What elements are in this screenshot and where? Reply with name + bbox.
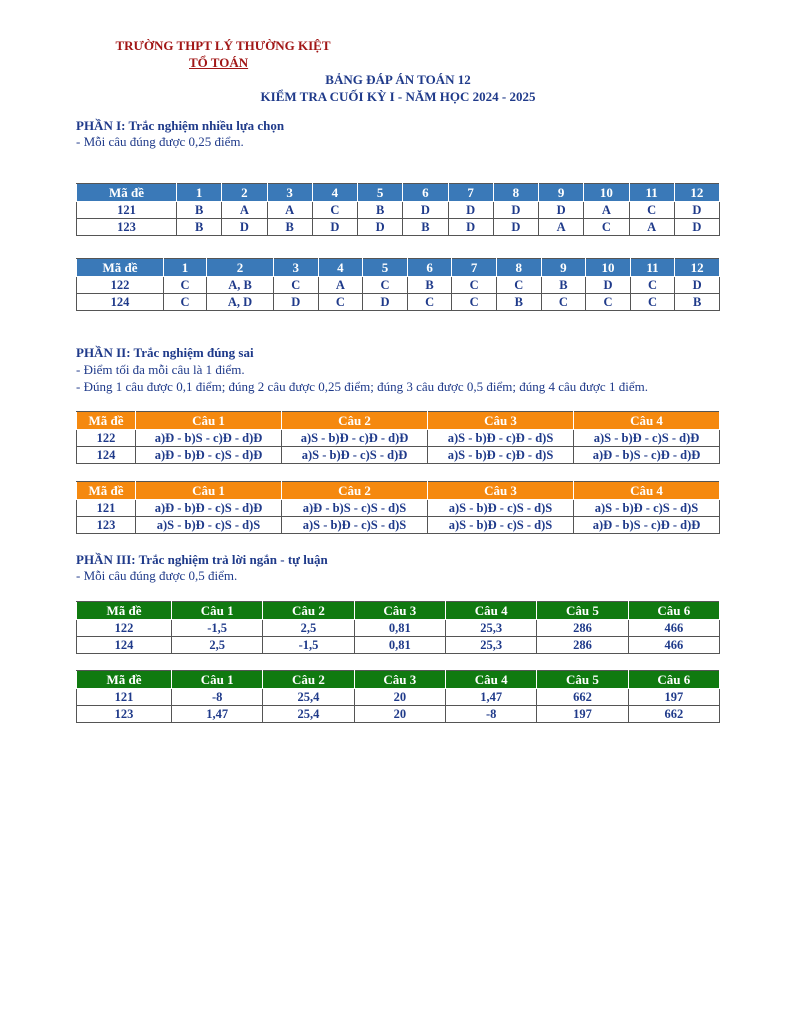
answer-cell: A [318, 277, 363, 294]
answer-cell: 25,3 [445, 620, 536, 637]
header-question-12: 12 [674, 184, 719, 202]
answer-cell: -8 [445, 706, 536, 723]
answer-cell: D [358, 219, 403, 236]
answer-cell: D [674, 202, 719, 219]
answer-cell: D [675, 277, 720, 294]
answer-cell: D [222, 219, 267, 236]
answer-cell: a)Đ - b)S - c)Đ - d)Đ [574, 517, 720, 534]
exam-code-cell: 122 [77, 277, 164, 294]
header-question-4: Câu 4 [574, 412, 720, 430]
answer-cell: C [586, 294, 631, 311]
header-question-2: Câu 2 [282, 412, 428, 430]
table-row [77, 294, 720, 311]
header-question-6: 6 [403, 184, 448, 202]
header-question-2: Câu 2 [263, 671, 354, 689]
table-header-row [77, 184, 720, 202]
answer-cell: D [403, 202, 448, 219]
table-row [77, 689, 720, 706]
answer-cell: a)S - b)Đ - c)S - d)S [574, 500, 720, 517]
answer-cell: a)S - b)Đ - c)S - d)S [428, 500, 574, 517]
answer-cell: B [403, 219, 448, 236]
answer-cell: 25,4 [263, 706, 354, 723]
header-question-4: Câu 4 [574, 482, 720, 500]
part2-table1 [76, 411, 720, 464]
exam-code-cell: 121 [77, 500, 136, 517]
answer-cell: 1,47 [172, 706, 263, 723]
header-question-10: 10 [584, 184, 629, 202]
answer-cell: C [584, 219, 629, 236]
answer-cell: D [312, 219, 357, 236]
answer-cell: C [629, 202, 674, 219]
header-question-5: Câu 5 [537, 671, 628, 689]
header-question-7: 7 [448, 184, 493, 202]
part2-note-scoring: - Đúng 1 câu được 0,1 điểm; đúng 2 câu được 0,25 điểm; đúng 3 câu được 0,5 điểm; đúng 4 câu được 1 điểm. [76, 379, 648, 394]
answer-cell: 1,47 [445, 689, 536, 706]
answer-cell: 20 [354, 706, 445, 723]
header-question-11: 11 [629, 184, 674, 202]
answer-cell: a)S - b)Đ - c)S - d)S [136, 517, 282, 534]
answer-cell: C [164, 294, 207, 311]
exam-code-cell: 124 [77, 447, 136, 464]
part2-heading: PHẦN II: Trắc nghiệm đúng sai [76, 345, 254, 360]
answer-cell: -8 [172, 689, 263, 706]
answer-cell: 0,81 [354, 620, 445, 637]
header-question-11: 11 [630, 259, 675, 277]
answer-cell: B [358, 202, 403, 219]
exam-code-cell: 123 [77, 706, 172, 723]
answer-cell: C [318, 294, 363, 311]
answer-cell: A, D [207, 294, 274, 311]
header-exam-code: Mã đề [77, 412, 136, 430]
answer-cell: A [267, 202, 312, 219]
answer-cell: 662 [628, 706, 719, 723]
answer-cell: B [267, 219, 312, 236]
header-question-10: 10 [586, 259, 631, 277]
header-question-4: Câu 4 [445, 671, 536, 689]
header-question-6: Câu 6 [628, 602, 719, 620]
answer-cell: C [164, 277, 207, 294]
answer-cell: C [630, 294, 675, 311]
header-question-3: Câu 3 [354, 671, 445, 689]
answer-cell: C [452, 294, 497, 311]
answer-cell: a)S - b)Đ - c)S - d)Đ [282, 447, 428, 464]
table-row [77, 430, 720, 447]
header-question-1: Câu 1 [172, 671, 263, 689]
part1-heading: PHẦN I: Trắc nghiệm nhiều lựa chọn [76, 118, 285, 133]
answer-cell: B [675, 294, 720, 311]
header-question-12: 12 [675, 259, 720, 277]
header-question-6: 6 [407, 259, 452, 277]
answer-cell: B [541, 277, 586, 294]
table-row [77, 620, 720, 637]
answer-cell: B [177, 202, 222, 219]
answer-cell: A [539, 219, 584, 236]
table-row [77, 637, 720, 654]
answer-cell: a)Đ - b)Đ - c)S - d)Đ [136, 500, 282, 517]
header-question-3: Câu 3 [354, 602, 445, 620]
table-row [77, 219, 720, 236]
answer-cell: 2,5 [172, 637, 263, 654]
answer-cell: 286 [537, 620, 628, 637]
answer-cell: 197 [537, 706, 628, 723]
answer-cell: C [363, 277, 408, 294]
header-exam-code: Mã đề [77, 184, 177, 202]
exam-code-cell: 124 [77, 294, 164, 311]
header-exam-code: Mã đề [77, 482, 136, 500]
answer-cell: C [274, 277, 319, 294]
answer-cell: D [586, 277, 631, 294]
table-row [77, 517, 720, 534]
answer-cell: -1,5 [172, 620, 263, 637]
part3-table1 [76, 601, 720, 654]
document-title: BẢNG ĐÁP ÁN TOÁN 12 [325, 72, 471, 87]
header-question-1: Câu 1 [136, 412, 282, 430]
part1-note: - Mỗi câu đúng được 0,25 điểm. [76, 134, 244, 149]
table-row [77, 277, 720, 294]
header-question-8: 8 [493, 184, 538, 202]
part1-table1 [76, 183, 720, 236]
header-question-4: Câu 4 [445, 602, 536, 620]
answer-cell: B [177, 219, 222, 236]
header-question-3: 3 [274, 259, 319, 277]
answer-cell: 25,3 [445, 637, 536, 654]
header-question-8: 8 [496, 259, 541, 277]
header-question-1: 1 [177, 184, 222, 202]
answer-cell: C [630, 277, 675, 294]
answer-cell: B [496, 294, 541, 311]
answer-cell: D [448, 202, 493, 219]
answer-cell: a)Đ - b)Đ - c)S - d)Đ [136, 447, 282, 464]
answer-cell: C [407, 294, 452, 311]
part2-note-max: - Điểm tối đa mỗi câu là 1 điểm. [76, 362, 245, 377]
answer-cell: C [496, 277, 541, 294]
table-header-row [77, 482, 720, 500]
answer-cell: C [312, 202, 357, 219]
answer-cell: a)S - b)Đ - c)S - d)Đ [574, 430, 720, 447]
department-name: TỔ TOÁN [189, 55, 249, 70]
header-question-2: 2 [222, 184, 267, 202]
answer-cell: 2,5 [263, 620, 354, 637]
exam-code-cell: 124 [77, 637, 172, 654]
header-question-9: 9 [541, 259, 586, 277]
answer-cell: 25,4 [263, 689, 354, 706]
header-question-3: 3 [267, 184, 312, 202]
answer-cell: 0,81 [354, 637, 445, 654]
exam-code-cell: 122 [77, 620, 172, 637]
part3-note: - Mỗi câu đúng được 0,5 điểm. [76, 568, 238, 583]
answer-cell: D [539, 202, 584, 219]
answer-cell: D [493, 219, 538, 236]
answer-cell: 466 [628, 637, 719, 654]
answer-cell: B [407, 277, 452, 294]
table-header-row [77, 671, 720, 689]
header-question-2: Câu 2 [263, 602, 354, 620]
answer-cell: a)S - b)Đ - c)Đ - d)S [428, 447, 574, 464]
part2-table2 [76, 481, 720, 534]
header-question-1: 1 [164, 259, 207, 277]
exam-code-cell: 121 [77, 689, 172, 706]
header-question-2: 2 [207, 259, 274, 277]
header-question-4: 4 [312, 184, 357, 202]
header-exam-code: Mã đề [77, 259, 164, 277]
answer-cell: D [448, 219, 493, 236]
header-question-2: Câu 2 [282, 482, 428, 500]
answer-cell: D [363, 294, 408, 311]
answer-cell: A, B [207, 277, 274, 294]
answer-cell: a)S - b)Đ - c)Đ - d)S [428, 430, 574, 447]
header-question-1: Câu 1 [136, 482, 282, 500]
answer-cell: C [541, 294, 586, 311]
answer-cell: 466 [628, 620, 719, 637]
answer-cell: -1,5 [263, 637, 354, 654]
table-header-row [77, 259, 720, 277]
table-row [77, 202, 720, 219]
header-exam-code: Mã đề [77, 602, 172, 620]
school-name: TRƯỜNG THPT LÝ THƯỜNG KIỆT [115, 38, 331, 53]
part3-heading: PHẦN III: Trắc nghiệm trả lời ngắn - tự luận [76, 552, 328, 567]
header-question-3: Câu 3 [428, 482, 574, 500]
header-question-4: 4 [318, 259, 363, 277]
answer-cell: D [274, 294, 319, 311]
exam-code-cell: 123 [77, 219, 177, 236]
answer-cell: 197 [628, 689, 719, 706]
header-question-9: 9 [539, 184, 584, 202]
part3-table2 [76, 670, 720, 723]
answer-cell: C [452, 277, 497, 294]
table-header-row [77, 412, 720, 430]
header-question-5: 5 [363, 259, 408, 277]
answer-cell: a)S - b)Đ - c)Đ - d)Đ [282, 430, 428, 447]
header-question-7: 7 [452, 259, 497, 277]
header-question-1: Câu 1 [172, 602, 263, 620]
answer-cell: D [493, 202, 538, 219]
answer-cell: a)Đ - b)S - c)Đ - d)Đ [574, 447, 720, 464]
header-question-5: Câu 5 [537, 602, 628, 620]
exam-code-cell: 123 [77, 517, 136, 534]
answer-cell: a)S - b)Đ - c)S - d)S [282, 517, 428, 534]
document-subtitle: KIỂM TRA CUỐI KỲ I - NĂM HỌC 2024 - 2025 [260, 89, 536, 104]
table-header-row [77, 602, 720, 620]
answer-cell: D [674, 219, 719, 236]
header-exam-code: Mã đề [77, 671, 172, 689]
answer-cell: A [629, 219, 674, 236]
answer-cell: a)Đ - b)S - c)S - d)S [282, 500, 428, 517]
answer-cell: a)Đ - b)S - c)Đ - d)Đ [136, 430, 282, 447]
header-question-6: Câu 6 [628, 671, 719, 689]
answer-cell: A [584, 202, 629, 219]
exam-code-cell: 122 [77, 430, 136, 447]
answer-cell: A [222, 202, 267, 219]
exam-code-cell: 121 [77, 202, 177, 219]
answer-cell: a)S - b)Đ - c)S - d)S [428, 517, 574, 534]
answer-cell: 20 [354, 689, 445, 706]
header-question-3: Câu 3 [428, 412, 574, 430]
part1-table2 [76, 258, 720, 311]
table-row [77, 447, 720, 464]
table-row [77, 706, 720, 723]
header-question-5: 5 [358, 184, 403, 202]
answer-cell: 286 [537, 637, 628, 654]
answer-cell: 662 [537, 689, 628, 706]
table-row [77, 500, 720, 517]
